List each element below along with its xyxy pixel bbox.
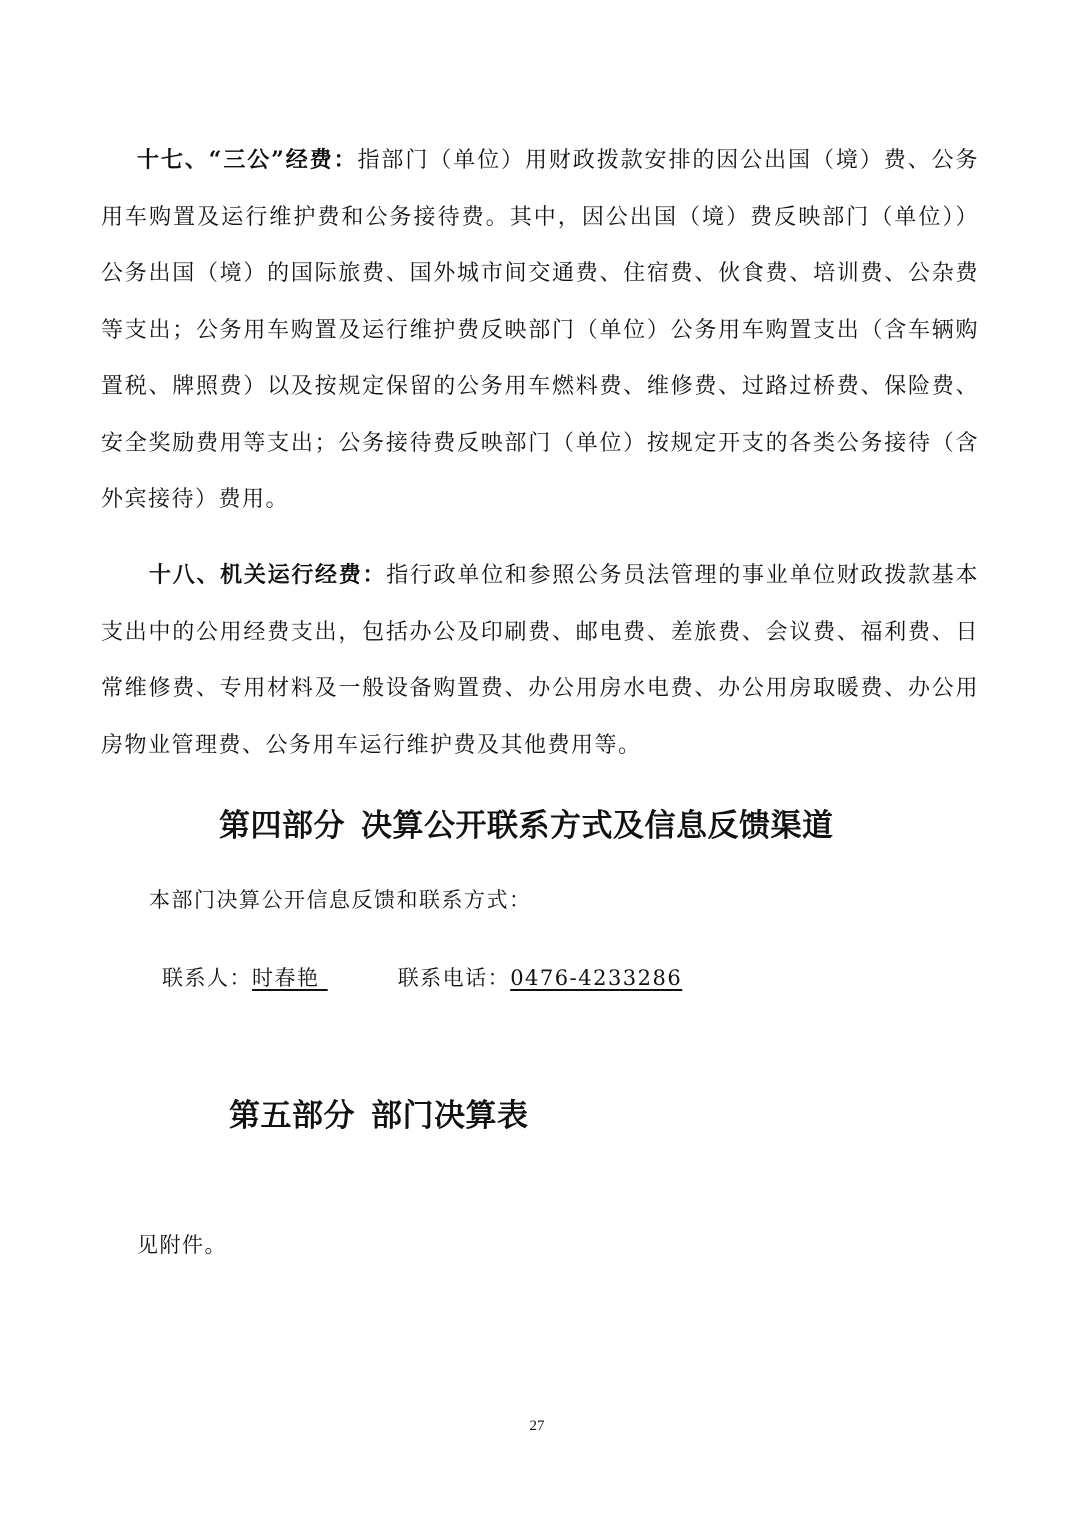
section-18-paragraph: [101, 547, 979, 774]
part5-label: 第五部分: [229, 1098, 355, 1134]
section-17-paragraph: [101, 132, 979, 529]
phone-number: 0476-4233286: [510, 966, 683, 990]
contact-row: [162, 962, 682, 992]
phone-label: 联系电话：: [397, 966, 511, 990]
page-number: 27: [529, 1418, 545, 1434]
contact-intro: 本部门决算公开信息反馈和联系方式：: [149, 888, 532, 912]
part4-title: 决算公开联系方式及信息反馈渠道: [361, 808, 834, 844]
section-17-term: 十七、“三公”经费：: [137, 147, 358, 173]
part5-heading: [229, 1090, 529, 1135]
contact-name: 时春艳: [252, 966, 320, 990]
contact-label: 联系人：: [162, 966, 252, 990]
part4-heading: [219, 800, 834, 845]
section-17-text: 指部门（单位）用财政拨款安排的因公出国（境）费、公务用车购置及运行维护费和公务接待费。其中，因公出国（境）费反映部门（单位））公务出国（境）的国际旅费、国外城市间交通费、住宿费、伙食费、培训费、公杂费等支出；公务用车购置及运行维护费反映部门（单位）公务用车购置支出（含车辆购置税、牌照费）以及按规定保留的公务用车燃料费、维修费、过路过桥费、保险费、安全奖励费用等支出；公务接待费反映部门（单位）按规定开支的各类公务接待（含外宾接待）费用。: [101, 148, 979, 512]
section-18-text: 指行政单位和参照公务员法管理的事业单位财政拨款基本支出中的公用经费支出，包括办公及印刷费、邮电费、差旅费、会议费、福利费、日常维修费、专用材料及一般设备购置费、办公用房水电费、办公用房取暖费、办公用房物业管理费、公务用车运行维护费及其他费用等。: [101, 563, 979, 758]
part4-label: 第四部分: [219, 808, 345, 844]
part5-title: 部门决算表: [371, 1098, 529, 1134]
section-18-term: 十八、机关运行经费：: [149, 562, 387, 588]
see-attachment-text: 见附件。: [137, 1233, 227, 1257]
